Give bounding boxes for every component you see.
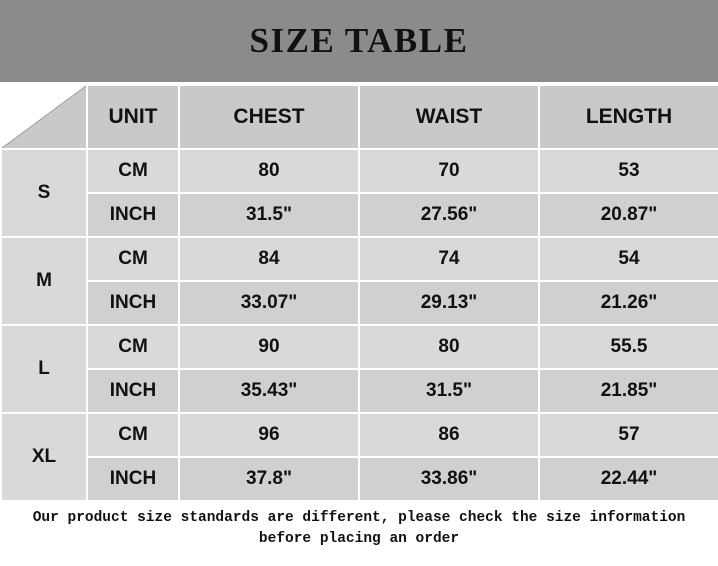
footer-note: [0, 502, 718, 566]
unit-inch: INCH: [87, 369, 179, 413]
unit-cm: CM: [87, 149, 179, 193]
value-length-cm: 55.5: [539, 325, 718, 369]
value-length-inch: 21.26": [539, 281, 718, 325]
unit-cm: CM: [87, 413, 179, 457]
value-waist-inch: 31.5": [359, 369, 539, 413]
value-chest-cm: 84: [179, 237, 359, 281]
value-length-inch: 22.44": [539, 457, 718, 501]
value-chest-cm: 96: [179, 413, 359, 457]
column-header-chest: CHEST: [179, 85, 359, 149]
value-waist-cm: 80: [359, 325, 539, 369]
value-chest-cm: 90: [179, 325, 359, 369]
value-waist-inch: 33.86": [359, 457, 539, 501]
unit-inch: INCH: [87, 281, 179, 325]
footer-note-line-2: before placing an order: [258, 531, 460, 548]
column-header-unit: UNIT: [87, 85, 179, 149]
page-title: SIZE TABLE: [249, 21, 469, 60]
table-header-row: [1, 85, 718, 149]
value-waist-cm: 86: [359, 413, 539, 457]
size-table: [0, 84, 718, 502]
table-row: [1, 413, 718, 457]
unit-inch: INCH: [87, 457, 179, 501]
table-row: [1, 281, 718, 325]
table-corner-cell: [1, 85, 87, 149]
diagonal-divider-icon: [2, 86, 86, 148]
value-waist-inch: 27.56": [359, 193, 539, 237]
value-length-inch: 21.85": [539, 369, 718, 413]
value-length-inch: 20.87": [539, 193, 718, 237]
value-waist-cm: 70: [359, 149, 539, 193]
column-header-waist: WAIST: [359, 85, 539, 149]
unit-inch: INCH: [87, 193, 179, 237]
value-length-cm: 54: [539, 237, 718, 281]
size-label-l: L: [1, 325, 87, 413]
size-label-m: M: [1, 237, 87, 325]
table-row: [1, 369, 718, 413]
unit-cm: CM: [87, 237, 179, 281]
value-chest-inch: 37.8": [179, 457, 359, 501]
table-row: [1, 237, 718, 281]
value-waist-cm: 74: [359, 237, 539, 281]
value-chest-inch: 35.43": [179, 369, 359, 413]
value-length-cm: 57: [539, 413, 718, 457]
size-label-s: S: [1, 149, 87, 237]
size-label-xl: XL: [1, 413, 87, 501]
value-chest-inch: 31.5": [179, 193, 359, 237]
value-waist-inch: 29.13": [359, 281, 539, 325]
value-length-cm: 53: [539, 149, 718, 193]
column-header-length: LENGTH: [539, 85, 718, 149]
footer-note-line-1: Our product size standards are different, please check the size information: [32, 510, 686, 526]
table-row: [1, 325, 718, 369]
table-row: [1, 457, 718, 501]
title-bar: [0, 0, 718, 84]
value-chest-cm: 80: [179, 149, 359, 193]
value-chest-inch: 33.07": [179, 281, 359, 325]
unit-cm: CM: [87, 325, 179, 369]
table-row: [1, 193, 718, 237]
table-row: [1, 149, 718, 193]
